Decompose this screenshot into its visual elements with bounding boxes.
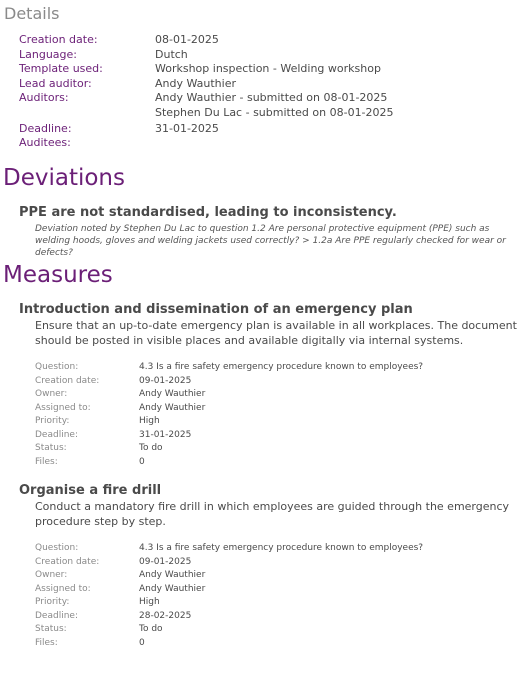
measure-description: Conduct a mandatory fire drill in which employees are guided through the emergency procedure step by step. <box>35 500 510 528</box>
meta-row <box>35 596 525 610</box>
meta-label: Status: <box>35 443 67 453</box>
detail-row <box>19 105 519 120</box>
meta-value: 09-01-2025 <box>139 375 192 386</box>
meta-value: To do <box>139 443 163 453</box>
meta-label: Priority: <box>35 597 70 607</box>
meta-row <box>35 569 525 583</box>
detail-value: Dutch <box>155 47 188 61</box>
detail-value: 31-01-2025 <box>155 121 219 135</box>
meta-row <box>35 375 525 389</box>
detail-row <box>19 61 519 76</box>
meta-value: 4.3 Is a fire safety emergency procedure known to employees? <box>139 362 424 372</box>
meta-row <box>35 542 525 556</box>
meta-label: Deadline: <box>35 610 78 621</box>
details-heading: Details <box>4 4 60 23</box>
detail-value: Andy Wauthier <box>155 76 237 90</box>
meta-label: Creation date: <box>35 375 100 386</box>
meta-label: Deadline: <box>35 429 78 440</box>
meta-value: To do <box>139 624 163 634</box>
detail-label: Auditors: <box>19 91 69 105</box>
measure-meta <box>35 361 525 469</box>
detail-label: Creation date: <box>19 33 98 46</box>
deviations-heading: Deviations <box>3 165 125 191</box>
detail-row <box>19 135 519 150</box>
meta-value: 31-01-2025 <box>139 429 192 440</box>
meta-value: High <box>139 597 160 607</box>
meta-value: Andy Wauthier <box>139 402 206 413</box>
meta-label: Creation date: <box>35 556 100 567</box>
deviation-title: PPE are not standardised, leading to inconsistency. <box>19 205 397 220</box>
meta-value: Andy Wauthier <box>139 570 206 580</box>
meta-label: Owner: <box>35 570 68 580</box>
detail-label: Language: <box>19 47 77 61</box>
meta-value: Andy Wauthier <box>139 583 206 594</box>
detail-label: Lead auditor: <box>19 76 92 90</box>
measure-title: Introduction and dissemination of an emergency plan <box>19 302 413 317</box>
meta-row <box>35 610 525 624</box>
meta-label: Priority: <box>35 416 70 426</box>
detail-value: Andy Wauthier - submitted on 08-01-2025 <box>155 91 388 105</box>
meta-label: Assigned to: <box>35 583 91 594</box>
measures-heading: Measures <box>3 262 113 288</box>
meta-value: 4.3 Is a fire safety emergency procedure known to employees? <box>139 543 424 553</box>
detail-label: Deadline: <box>19 121 72 135</box>
detail-row <box>19 47 519 62</box>
meta-label: Status: <box>35 624 67 634</box>
meta-label: Question: <box>35 362 79 372</box>
measure-meta <box>35 542 525 650</box>
meta-row <box>35 637 525 651</box>
detail-value: Workshop inspection - Welding workshop <box>155 62 381 76</box>
meta-row <box>35 442 525 456</box>
meta-label: Files: <box>35 456 58 467</box>
meta-row <box>35 623 525 637</box>
meta-value: Andy Wauthier <box>139 389 206 399</box>
detail-row <box>19 76 519 91</box>
meta-row <box>35 361 525 375</box>
meta-row <box>35 429 525 443</box>
detail-label: Auditees: <box>19 136 71 150</box>
meta-row <box>35 556 525 570</box>
measure-description: Ensure that an up-to-date emergency plan is available in all workplaces. The document should be posted in visible places and available digitally via internal systems. <box>35 319 517 347</box>
deviation-note: Deviation noted by Stephen Du Lac to question 1.2 Are personal protective equipment (PPE) such as welding hoods, gloves and welding jackets used correctly? > 1.2a Are PPE regularly checked for wear or defects? <box>35 224 506 258</box>
details-list <box>19 32 519 152</box>
meta-label: Assigned to: <box>35 402 91 413</box>
meta-row <box>35 583 525 597</box>
meta-label: Question: <box>35 543 79 553</box>
meta-row <box>35 388 525 402</box>
detail-row <box>19 121 519 136</box>
detail-label: Template used: <box>19 62 103 76</box>
meta-row <box>35 415 525 429</box>
meta-label: Files: <box>35 637 58 648</box>
meta-label: Owner: <box>35 389 68 399</box>
meta-value: High <box>139 416 160 426</box>
detail-value: 08-01-2025 <box>155 33 219 46</box>
detail-row <box>19 90 519 105</box>
meta-value: 0 <box>139 637 145 648</box>
meta-value: 28-02-2025 <box>139 610 192 621</box>
detail-row <box>19 32 519 47</box>
measure-title: Organise a fire drill <box>19 483 162 498</box>
detail-value: Stephen Du Lac - submitted on 08-01-2025 <box>155 106 394 119</box>
meta-row <box>35 456 525 470</box>
meta-row <box>35 402 525 416</box>
meta-value: 09-01-2025 <box>139 556 192 567</box>
meta-value: 0 <box>139 456 145 467</box>
